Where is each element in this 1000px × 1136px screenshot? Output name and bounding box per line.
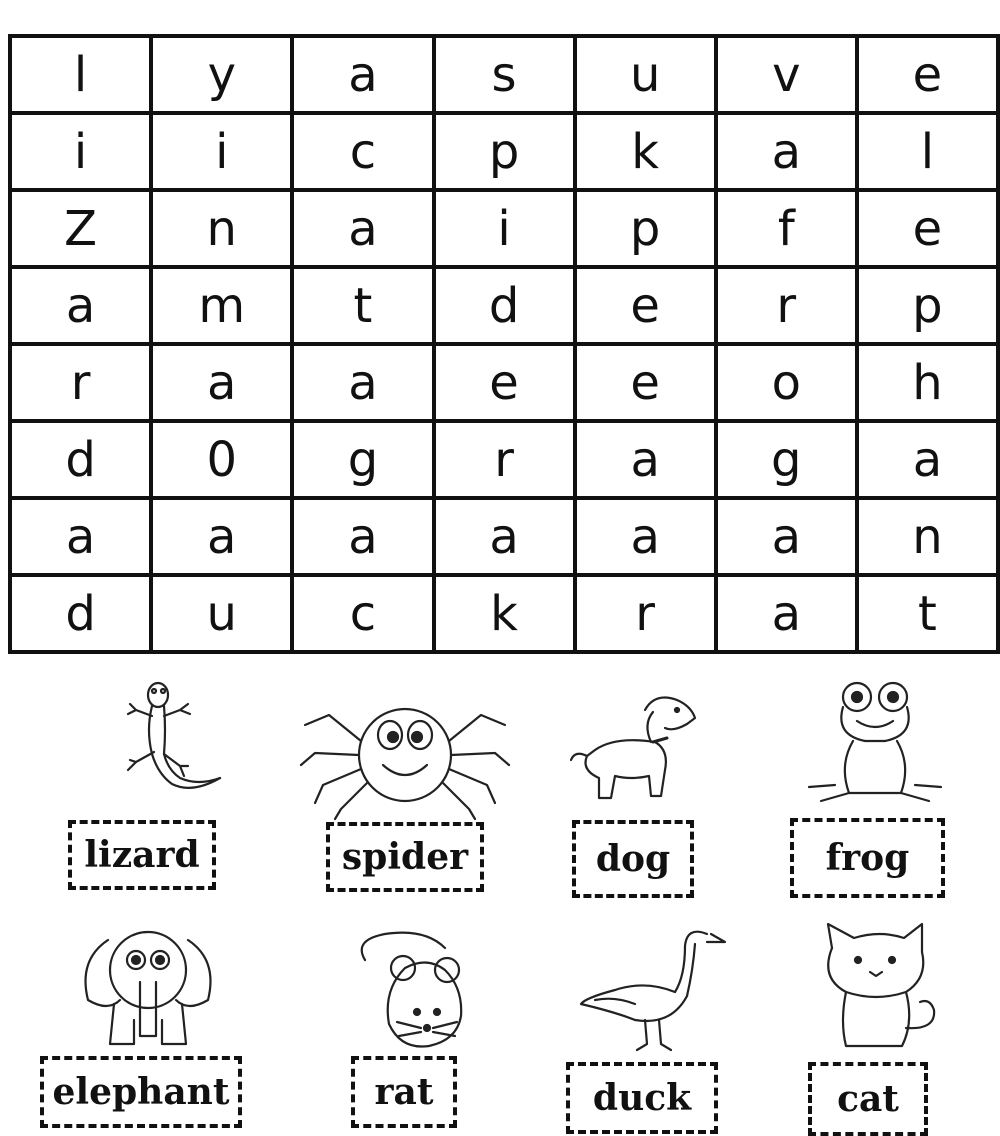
grid-row <box>10 190 998 267</box>
grid-cell: a <box>151 344 292 421</box>
grid-cell: r <box>434 421 575 498</box>
label-box <box>326 822 484 892</box>
rat-icon <box>345 920 485 1060</box>
grid-cell: a <box>716 575 857 652</box>
label-box <box>40 1056 242 1128</box>
label-box <box>572 820 694 898</box>
grid-cell: p <box>857 267 998 344</box>
animal-label: rat <box>374 1071 434 1113</box>
label-box <box>68 820 216 890</box>
grid-cell: n <box>151 190 292 267</box>
grid-row <box>10 498 998 575</box>
grid-cell: g <box>716 421 857 498</box>
grid-cell: a <box>10 498 151 575</box>
grid-cell: c <box>292 113 433 190</box>
animal-label: frog <box>825 837 910 879</box>
grid-cell: a <box>575 421 716 498</box>
grid-cell: l <box>857 113 998 190</box>
grid-cell: i <box>10 113 151 190</box>
grid-cell: l <box>10 36 151 113</box>
grid-cell: g <box>292 421 433 498</box>
grid-cell: p <box>434 113 575 190</box>
animal-label: spider <box>341 836 469 878</box>
grid-cell: u <box>575 36 716 113</box>
grid-cell: 0 <box>151 421 292 498</box>
grid-cell: d <box>10 421 151 498</box>
grid-cell: k <box>434 575 575 652</box>
grid-cell: a <box>10 267 151 344</box>
duck-picture <box>530 906 760 1136</box>
grid-cell: e <box>857 190 998 267</box>
duck-icon <box>575 916 735 1056</box>
label-box <box>790 818 945 898</box>
grid-cell: r <box>575 575 716 652</box>
elephant-picture <box>40 906 270 1136</box>
word-search-grid <box>8 34 1000 654</box>
grid-cell: e <box>575 267 716 344</box>
grid-row <box>10 344 998 421</box>
grid-cell: u <box>151 575 292 652</box>
animal-label: dog <box>595 838 671 880</box>
grid-cell: i <box>434 190 575 267</box>
grid-cell: a <box>575 498 716 575</box>
grid-cell: a <box>292 498 433 575</box>
grid-cell: Z <box>10 190 151 267</box>
grid-cell: a <box>716 113 857 190</box>
cat-icon <box>810 918 950 1058</box>
dog-picture <box>520 660 750 890</box>
grid-cell: m <box>151 267 292 344</box>
elephant-icon <box>68 920 228 1060</box>
grid-cell: t <box>292 267 433 344</box>
grid-cell: a <box>434 498 575 575</box>
grid-cell: c <box>292 575 433 652</box>
animal-label: duck <box>592 1077 692 1119</box>
grid-cell: h <box>857 344 998 421</box>
grid-cell: r <box>10 344 151 421</box>
grid-cell: d <box>10 575 151 652</box>
grid-cell: o <box>716 344 857 421</box>
rat-picture <box>305 906 535 1136</box>
grid-cell: t <box>857 575 998 652</box>
grid-cell: a <box>292 36 433 113</box>
frog-icon <box>795 675 955 815</box>
grid-row <box>10 575 998 652</box>
label-box <box>808 1062 928 1136</box>
spider-icon <box>295 685 515 825</box>
cat-picture <box>760 906 990 1136</box>
frog-picture <box>760 660 990 890</box>
grid-cell: a <box>292 190 433 267</box>
grid-row <box>10 267 998 344</box>
lizard-icon <box>80 670 240 820</box>
label-box <box>566 1062 718 1134</box>
animal-label: cat <box>837 1078 899 1120</box>
grid-row <box>10 421 998 498</box>
spider-picture <box>290 660 520 890</box>
label-box <box>351 1056 457 1128</box>
dog-icon <box>565 680 715 820</box>
grid-cell: s <box>434 36 575 113</box>
grid-cell: i <box>151 113 292 190</box>
grid-cell: a <box>716 498 857 575</box>
grid-cell: d <box>434 267 575 344</box>
grid-cell: p <box>575 190 716 267</box>
animal-label: elephant <box>52 1071 230 1113</box>
grid-cell: v <box>716 36 857 113</box>
grid-cell: n <box>857 498 998 575</box>
grid-row <box>10 36 998 113</box>
grid-cell: a <box>151 498 292 575</box>
grid-row <box>10 113 998 190</box>
grid-cell: y <box>151 36 292 113</box>
grid-cell: a <box>292 344 433 421</box>
grid-cell: f <box>716 190 857 267</box>
grid-cell: a <box>857 421 998 498</box>
lizard-picture <box>50 660 280 890</box>
animal-label: lizard <box>84 834 200 876</box>
grid-cell: e <box>857 36 998 113</box>
grid-cell: e <box>575 344 716 421</box>
grid-cell: k <box>575 113 716 190</box>
grid-cell: e <box>434 344 575 421</box>
grid-cell: r <box>716 267 857 344</box>
